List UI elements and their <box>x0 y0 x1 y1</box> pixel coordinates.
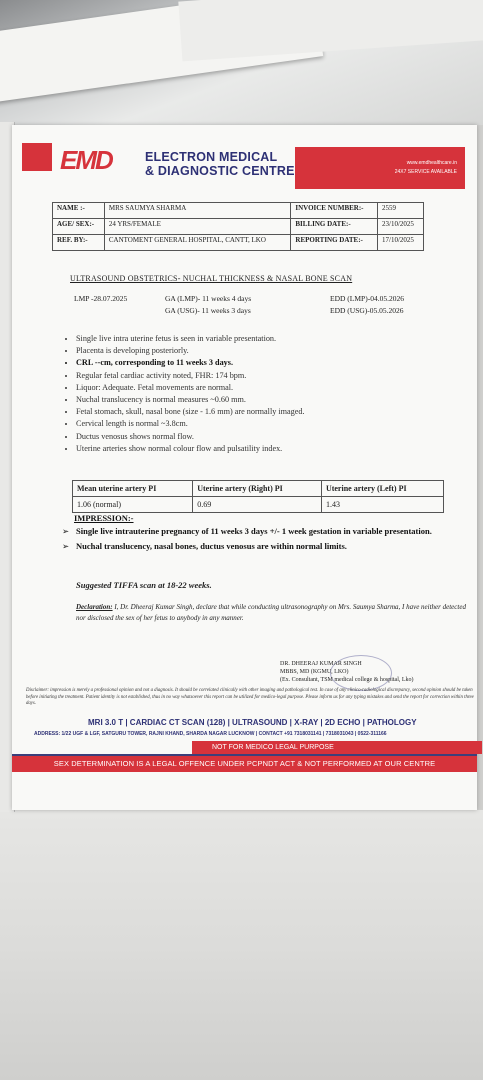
ga-block <box>165 293 251 317</box>
finding-item: • Single live intra uterine fetus is seen in variable presentation. <box>76 333 476 345</box>
clinic-logo: EMD <box>60 145 112 175</box>
billing-date: 23/10/2025 <box>378 219 424 235</box>
clinic-name: ELECTRON MEDICAL & DIAGNOSTIC CENTRE <box>145 150 295 178</box>
agesex-label: AGE/ SEX:- <box>53 219 105 235</box>
lmp-date: LMP -28.07.2025 <box>74 294 128 303</box>
declaration-label: Declaration: <box>76 603 113 611</box>
invoice-label: INVOICE NUMBER:- <box>291 203 378 219</box>
pi-value-right: 0.69 <box>193 497 322 513</box>
header-accent-bar <box>22 143 52 171</box>
invoice-number: 2559 <box>378 203 424 219</box>
pi-value-left: 1.43 <box>321 497 443 513</box>
ref-label: REF. BY:- <box>53 235 105 251</box>
services-line: MRI 3.0 T | CARDIAC CT SCAN (128) | ULTRASOUND | X-RAY | 2D ECHO | PATHOLOGY <box>88 718 417 727</box>
pi-table <box>72 480 444 513</box>
billing-label: BILLING DATE:- <box>291 219 378 235</box>
pi-header-mean: Mean uterine artery PI <box>73 481 193 497</box>
address-line: ADDRESS: 1/22 UGF & LGF, SATGURU TOWER, RAJNI KHAND, SHARDA NAGAR LUCKNOW | CONTACT +91 7318031141 | 7318031043 | 0522-311166 <box>34 731 387 737</box>
ga-usg: GA (USG)- 11 weeks 3 days <box>165 306 251 315</box>
edd-usg: EDD (USG)-05.05.2026 <box>330 306 404 315</box>
impression-item: ➢ Single live intrauterine pregnancy of 11 weeks 3 days +/- 1 week gestation in variable presentation. <box>76 525 483 538</box>
finding-item: • Placenta is developing posteriorly. <box>76 345 476 357</box>
background-folder <box>0 810 483 1080</box>
ga-lmp: GA (LMP)- 11 weeks 4 days <box>165 294 252 303</box>
finding-item: • Fetal stomach, skull, nasal bone (size - 1.6 mm) are normally imaged. <box>76 406 476 418</box>
ref-by: CANTOMENT GENERAL HOSPITAL, CANTT, LKO <box>104 235 291 251</box>
finding-item: • CRL --cm, corresponding to 11 weeks 3 days. <box>76 357 476 369</box>
finding-item: • Ductus venosus shows normal flow. <box>76 431 476 443</box>
finding-item: • Liquor: Adequate. Fetal movements are normal. <box>76 382 476 394</box>
patient-info-table <box>52 202 424 251</box>
doctor-position: (Ex. Consultant, TSM medical college & hospital, Lko) <box>280 677 414 683</box>
finding-item: • Regular fetal cardiac activity noted, FHR: 174 bpm. <box>76 370 476 382</box>
suggestion: Suggested TIFFA scan at 18-22 weeks. <box>76 580 212 590</box>
edd-lmp: EDD (LMP)-04.05.2026 <box>330 294 404 303</box>
patient-agesex: 24 YRS/FEMALE <box>104 219 291 235</box>
edd-block <box>330 293 404 317</box>
reporting-date: 17/10/2025 <box>378 235 424 251</box>
header-contact-band <box>295 147 465 189</box>
pi-header-left: Uterine artery (Left) PI <box>321 481 443 497</box>
pi-value-mean: 1.06 (normal) <box>73 497 193 513</box>
report-title: ULTRASOUND OBSTETRICS- NUCHAL THICKNESS & NASAL BONE SCAN <box>70 274 353 283</box>
doctor-signature-block <box>280 660 470 684</box>
declaration-text: I, Dr. Dheeraj Kumar Singh, declare that while conducting ultrasonography on Mrs. Saumya Sharma, I have neither detected nor disclosed the sex of her fetus to anybody in any manner. <box>76 603 466 622</box>
report-sheet <box>12 125 477 810</box>
reporting-label: REPORTING DATE:- <box>291 235 378 251</box>
pcpndt-banner: SEX DETERMINATION IS A LEGAL OFFENCE UNDER PCPNDT ACT & NOT PERFORMED AT OUR CENTRE <box>12 756 477 772</box>
patient-name: MRS SAUMYA SHARMA <box>104 203 291 219</box>
service-text: 24X7 SERVICE AVAILABLE <box>394 169 457 175</box>
findings-list <box>60 333 476 455</box>
website-text: www.emdhealthcare.in <box>406 160 457 166</box>
name-label: NAME :- <box>53 203 105 219</box>
impression-title: IMPRESSION:- <box>74 513 134 523</box>
doctor-name: DR. DHEERAJ KUMAR SINGH <box>280 661 362 667</box>
finding-item: • Cervical length is normal ~3.8cm. <box>76 418 476 430</box>
impression-list <box>60 525 483 554</box>
finding-item: • Nuchal translucency is normal measures ~0.60 mm. <box>76 394 476 406</box>
impression-item: ➢ Nuchal translucency, nasal bones, ductus venosus are within normal limits. <box>76 540 483 553</box>
doctor-degrees: MBBS, MD (KGMU, LKO) <box>280 669 349 675</box>
declaration <box>76 602 466 624</box>
finding-item: • Uterine arteries show normal colour flow and pulsatility index. <box>76 443 476 455</box>
disclaimer: Disclaimer: impression is merely a professional opinion and not a diagnosis. It should be correlated clinically with other imaging and pathological test. In case of any clinico-radiological discrepancy, second opinion should be taken before initiating the treatment. Patient identity is not established, thus in no way whatsoever this report can be utilized for medico-legal purpose. Please inform us for any typing mistakes and send the report for correction within three days. <box>26 688 474 706</box>
pi-header-right: Uterine artery (Right) PI <box>193 481 322 497</box>
not-medico-legal-banner: NOT FOR MEDICO LEGAL PURPOSE <box>192 741 482 754</box>
